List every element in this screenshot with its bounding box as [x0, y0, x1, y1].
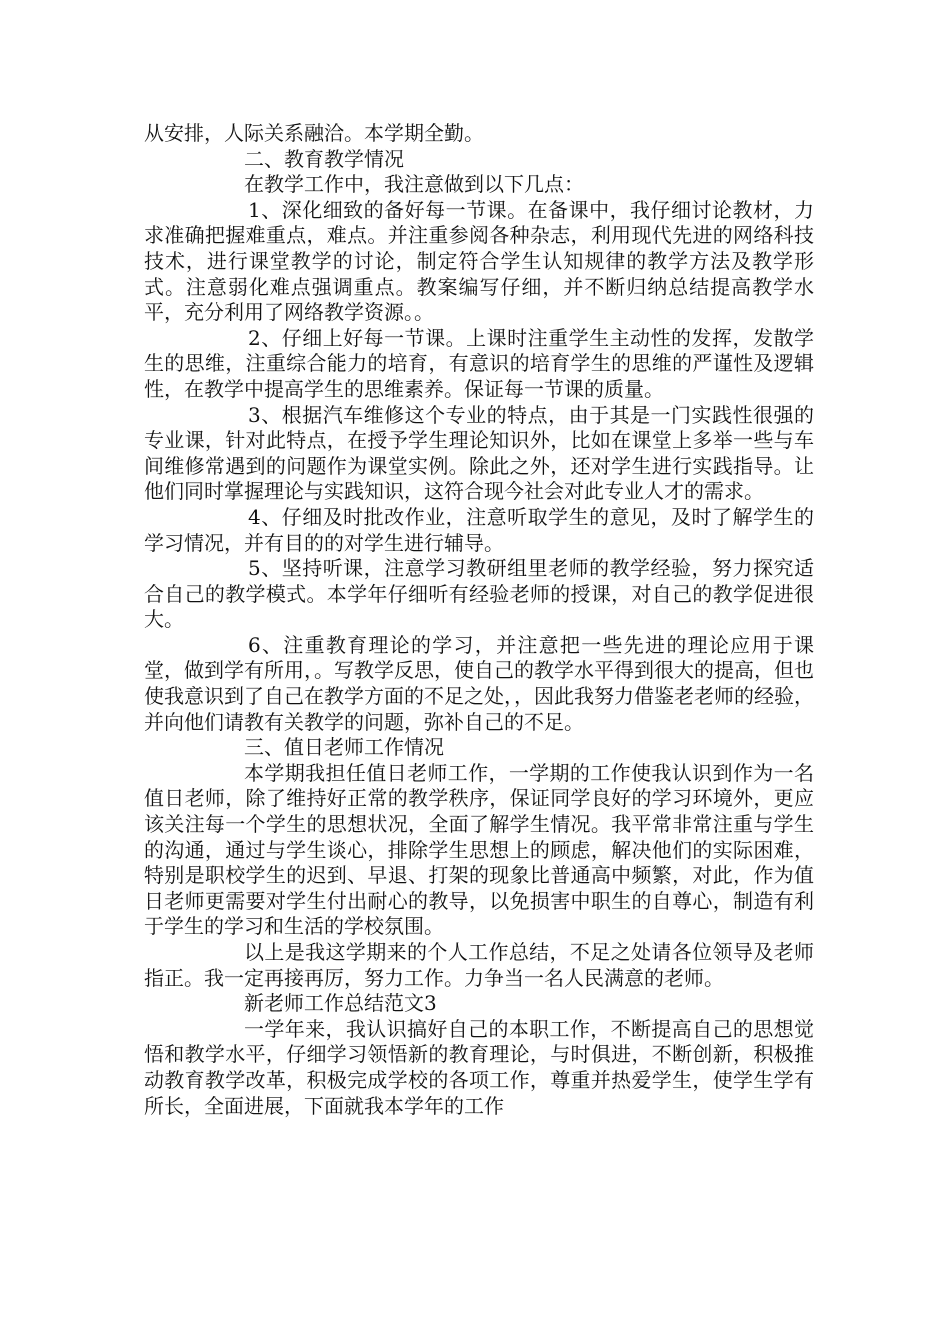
list-item-3: 3、根据汽车维修这个专业的特点，由于其是一门实践性很强的专业课，针对此特点，在授予学生理论知识外，比如在课堂上多举一些与车间维修常遇到的问题作为课堂实例。除此之外，还对学生进行实践指导。让他们同时掌握理论与实践知识，这符合现今社会对此专业人才的需求。	[144, 402, 814, 504]
paragraph-continuation: 从安排，人际关系融洽。本学期全勤。	[144, 121, 484, 145]
paragraph-conclusion: 以上是我这学期来的个人工作总结，不足之处请各位领导及老师指正。我一定再接再厉，努力工作。力争当一名人民满意的老师。	[144, 940, 814, 990]
section-heading-duty: 三、值日老师工作情况	[244, 735, 444, 760]
paragraph-intro: 在教学工作中，我注意做到以下几点：	[244, 172, 584, 197]
list-item-4: 4、仔细及时批改作业，注意听取学生的意见，及时了解学生的学习情况，并有目的的对学生进行辅导。	[144, 504, 814, 555]
list-item-2: 2、仔细上好每一节课。上课时注重学生主动性的发挥，发散学生的思维，注重综合能力的培育，有意识的培育学生的思维的严谨性及逻辑性，在教学中提高学生的思维素养。保证每一节课的质量。	[144, 325, 814, 401]
list-item-5: 5、坚持听课，注意学习教研组里老师的教学经验，努力探究适合自己的教学模式。本学年仔细听有经验老师的授课，对自己的教学促进很大。	[144, 556, 814, 632]
list-item-1: 1、深化细致的备好每一节课。在备课中，我仔细讨论教材，力求准确把握难重点，难点。并注重参阅各种杂志，利用现代先进的网络科技技术，进行课堂教学的讨论，制定符合学生认知规律的教学方法及教学形式。注意弱化难点强调重点。教案编写仔细，并不断归纳总结提高教学水平，充分利用了网络教学资源。。	[144, 197, 814, 325]
list-item-6: 6、注重教育理论的学习，并注意把一些先进的理论应用于课堂，做到学有所用，。写教学反思，使自己的教学水平得到很大的提高，但也使我意识到了自己在教学方面的不足之处，，因此我努力借鉴老老师的经验，并向他们请教有关教学的问题，弥补自己的不足。	[144, 632, 814, 734]
paragraph-duty: 本学期我担任值日老师工作，一学期的工作使我认识到作为一名值日老师，除了维持好正常的教学秩序，保证同学良好的学习环境外，更应该关注每一个学生的思想状况，全面了解学生情况。我平常非常注重与学生的沟通，通过与学生谈心，排除学生思想上的顾虑，解决他们的实际困难，特别是职校学生的迟到、早退、打架的现象比普通高中频繁，对此，作为值日老师更需要对学生付出耐心的教导，以免损害中职生的自尊心，制造有利于学生的学习和生活的学校氛围。	[144, 760, 814, 939]
article-title: 新老师工作总结范文3	[244, 991, 437, 1016]
section-heading-teaching: 二、教育教学情况	[244, 146, 404, 171]
document-page	[144, 121, 814, 1119]
paragraph-opening: 一学年来，我认识搞好自己的本职工作，不断提高自己的思想觉悟和教学水平，仔细学习领悟新的教育理论，与时俱进，不断创新，积极推动教育教学改革，积极完成学校的各项工作，尊重并热爱学生，使学生学有所长，全面进展，下面就我本学年的工作	[144, 1016, 814, 1118]
